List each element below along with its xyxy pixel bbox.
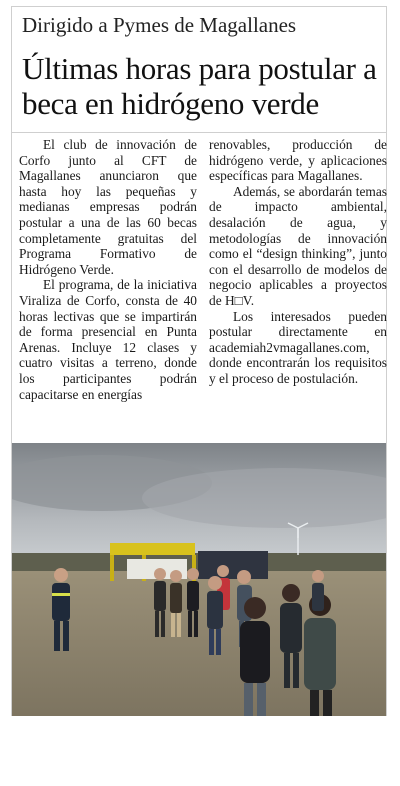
article-photo bbox=[12, 443, 386, 716]
article-kicker: Dirigido a Pymes de Magallanes bbox=[22, 13, 297, 37]
paragraph: Además, se abordarán temas de impacto ambiental, desalación de agua, y metodologías de innovación como el “design thinking”, junto con el desarrollo de modelos de negocio aplicables a proyectos de H□V. bbox=[209, 183, 387, 308]
newspaper-clipping bbox=[11, 6, 387, 716]
paragraph: Los interesados pueden postular directamente en academiah2vmagallanes.com, donde encontrarán los requisitos y el proceso de postulación. bbox=[209, 308, 387, 386]
paragraph: El programa, de la iniciativa Viraliza de Corfo, consta de 40 horas lectivas que se impartirán de forma presencial en Punta Arenas. Incluye 12 clases y cuatro visitas a terreno, donde los participantes podrán capacitarse en energías bbox=[19, 277, 197, 402]
article-headline: Últimas horas para postular a beca en hidrógeno verde bbox=[22, 51, 377, 121]
paragraph: renovables, producción de hidrógeno verde, y aplicaciones específicas para Magallanes. bbox=[209, 137, 387, 184]
photo-illustration bbox=[12, 443, 386, 716]
article-column-left bbox=[19, 137, 197, 402]
paragraph: El club de innovación de Corfo junto al CFT de Magallanes anunciaron que hasta hoy las pequeñas y medianas empresas podrán postular a una de las 60 becas completamente gratuitas del Programa Formativo de Hidrógeno Verde. bbox=[19, 137, 197, 277]
divider bbox=[12, 132, 386, 133]
article-column-right bbox=[209, 137, 387, 387]
